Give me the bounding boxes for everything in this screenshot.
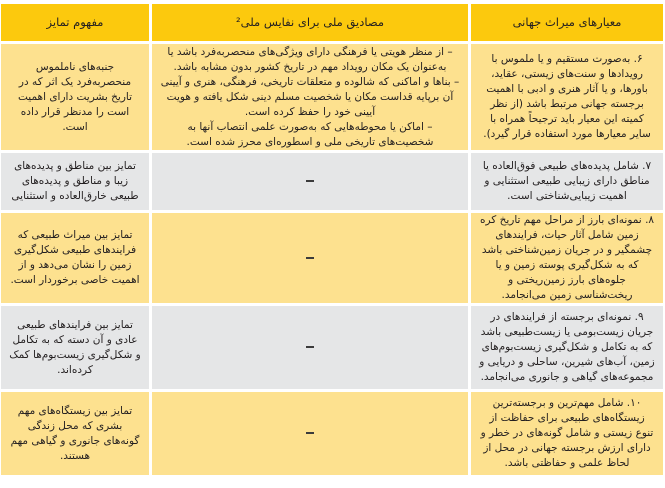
national-instance-item: – اماکن یا محوطه‌هایی که به‌صورت علمی انتصاب آنها به شخصیت‌های تاریخی ملی و اسطوره‌ای محرز شده است. [186,120,434,148]
table-header-row [1,4,663,44]
national-instances-cell [149,44,468,153]
concept-cell: تمایز بین میراث طبیعی که فرایندهای طبیعی شکل‌گیری زمین را نشان می‌دهد و از اهمیت خاصی برخوردار است. [1,213,149,306]
empty-dash-icon [306,432,314,434]
heritage-criteria-table-container [1,4,663,478]
header-distinction-concept: مفهوم تمایز [1,4,149,44]
table-row-criterion-9 [1,306,663,392]
heritage-criteria-table [1,4,663,478]
concept-cell: تمایز بین فرایندهای طبیعی عادی و آن دسته که به تکامل و شکل‌گیری زیست‌بوم‌ها کمک کرده‌اند. [1,306,149,392]
national-instances-cell [149,213,468,306]
table-row-criterion-7 [1,153,663,213]
table-row-criterion-6 [1,44,663,153]
criterion-cell: ۸. نمونه‌ای بارز از مراحل مهم تاریخ کره زمین شامل آثار حیات، فرایندهای چشمگیر و در جریان زمین‌شناختی باشد که به شکل‌گیری پوسته زمین و یا جلوه‌های بارز زمین‌ریختی و ریخت‌شناسی زمین می‌انجامد. [468,213,663,306]
concept-cell: جنبه‌های ناملموس منحصربه‌فرد یک اثر که در تاریخ بشریت دارای اهمیت است را مدنظر قرار داده است. [1,44,149,153]
national-instance-item: – بناها و اماکنی که شالوده و متعلقات تاریخی، فرهنگی، هنری و آیینی آن برپایه قداست مکان یا شخصیت مسلم دینی شکل یافته و هویت آیینی خود را حفظ کرده است. [160,75,460,118]
criterion-cell: ۱۰. شامل مهم‌ترین و برجسته‌ترین زیستگاه‌های طبیعی برای حفاظت از تنوع زیستی و شامل گونه‌های در خطر و دارای ارزش برجسته جهانی در محل از لحاظ علمی و حفاظتی باشد. [468,392,663,478]
concept-cell: تمایز بین زیستگاه‌های مهم بشری که محل زندگی گونه‌های جانوری و گیاهی مهم هستند. [1,392,149,478]
header-national-instances: مصادیق ملی برای نفایس ملی² [149,4,468,44]
concept-cell: تمایز بین مناطق و پدیده‌های زیبا و مناطق و پدیده‌های طبیعی خارق‌العاده و استثنایی [1,153,149,213]
national-instances-cell [149,153,468,213]
header-world-heritage-criteria: معیارهای میراث جهانی [468,4,663,44]
empty-dash-icon [306,346,314,348]
national-instances-cell [149,392,468,478]
criterion-cell: ۶. به‌صورت مستقیم و یا ملموس با رویدادها و سنت‌های زیستی، عقاید، باورها، و یا آثار هنری و ادبی با اهمیت برجسته جهانی مرتبط باشد (از نظر کمیته این معیار باید ترجیحاً همراه با سایر معیارها مورد استفاده قرار گیرد). [468,44,663,153]
national-instances-cell [149,306,468,392]
table-row-criterion-10 [1,392,663,478]
criterion-cell: ۷. شامل پدیده‌های طبیعی فوق‌العاده یا مناطق دارای زیبایی طبیعی استثنایی و اهمیت زیبایی‌شناختی است. [468,153,663,213]
criterion-cell: ۹. نمونه‌ای برجسته از فرایندهای در جریان زیست‌بومی یا زیست‌طبیعی باشد که به تکامل و شکل‌گیری زیست‌بوم‌های زمین، آب‌های شیرین، ساحلی و دریایی و مجموعه‌های گیاهی و جانوری می‌انجامد. [468,306,663,392]
national-instance-item: – از منظر هویتی یا فرهنگی دارای ویژگی‌های منحصربه‌فرد باشد یا به‌عنوان یک مکان رویداد مهم در تاریخ کشور بدون مشابه باشد. [167,45,453,73]
table-row-criterion-8 [1,213,663,306]
empty-dash-icon [306,257,314,259]
empty-dash-icon [306,180,314,182]
